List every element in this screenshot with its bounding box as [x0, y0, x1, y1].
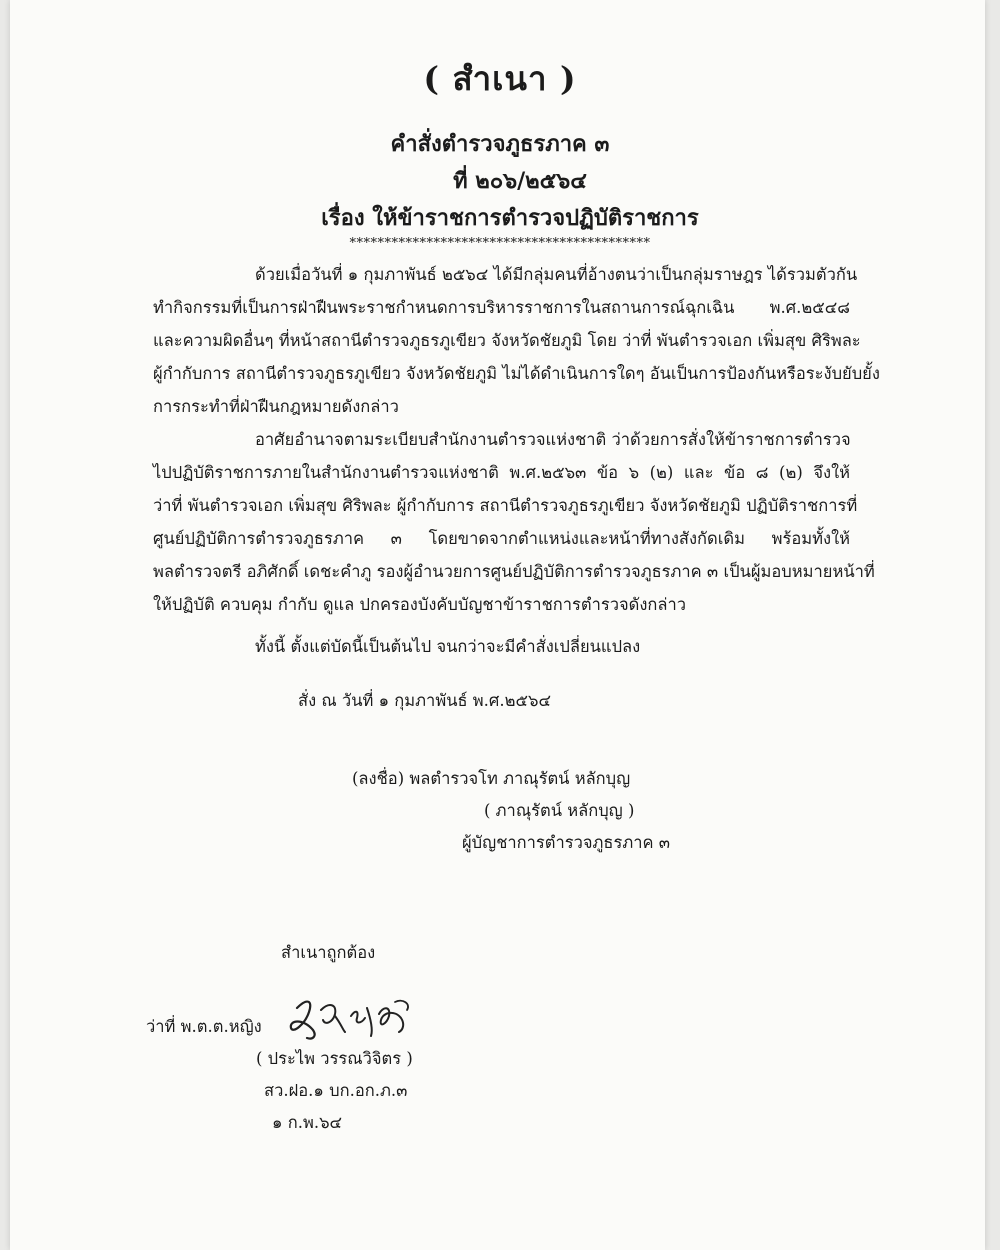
- paragraph2-line: ว่าที่ พันตำรวจเอก เพิ่มสุข ศิริพละ ผู้กำกับการ สถานีตำรวจภูธรภูเขียว จังหวัดชัยภูมิ ปฏิบัติราชการที่: [153, 496, 858, 515]
- paragraph1-line: ทำกิจกรรมที่เป็นการฝ่าฝืนพระราชกำหนดการบริหารราชการในสถานการณ์ฉุกเฉิน พ.ศ.๒๕๔๘: [153, 298, 850, 317]
- handwritten-signature: [283, 990, 423, 1050]
- ordered-date: สั่ง ณ วันที่ ๑ กุมภาพันธ์ พ.ศ.๒๕๖๔: [298, 691, 551, 710]
- copy-label: ( สำเนา ): [423, 59, 577, 98]
- order-subject: เรื่อง ให้ข้าราชการตำรวจปฏิบัติราชการ: [321, 205, 699, 231]
- paragraph1-line: และความผิดอื่นๆ ที่หน้าสถานีตำรวจภูธรภูเขียว จังหวัดชัยภูมิ โดย ว่าที่ พันตำรวจเอก เพิ่มสุข ศิริพละ: [153, 331, 861, 350]
- paragraph1-line: ด้วยเมื่อวันที่ ๑ กุมภาพันธ์ ๒๕๖๔ ได้มีกลุ่มคนที่อ้างตนว่าเป็นกลุ่มราษฎร ได้รวมตัวกัน: [255, 265, 858, 284]
- order-title: คำสั่งตำรวจภูธรภาค ๓: [390, 131, 610, 157]
- separator: *******************************************: [349, 236, 651, 251]
- signer-name: ( ภาณุรัตน์ หลักบุญ ): [484, 801, 635, 820]
- paragraph2-line: พลตำรวจตรี อภิศักดิ์ เดชะคำภู รองผู้อำนวยการศูนย์ปฏิบัติการตำรวจภูธรภาค ๓ เป็นผู้มอบหมายหน้าที่: [153, 562, 875, 581]
- order-number: ที่ ๒๐๖/๒๕๖๔: [453, 168, 587, 194]
- certifier-rank: ว่าที่ พ.ต.ต.หญิง: [146, 1017, 262, 1036]
- signer-position: ผู้บัญชาการตำรวจภูธรภาค ๓: [462, 833, 671, 852]
- paragraph1-line: การกระทำที่ฝ่าฝืนกฎหมายดังกล่าว: [153, 397, 399, 416]
- effective-clause: ทั้งนี้ ตั้งแต่บัดนี้เป็นต้นไป จนกว่าจะมีคำสั่งเปลี่ยนแปลง: [255, 637, 641, 656]
- paragraph1-line: ผู้กำกับการ สถานีตำรวจภูธรภูเขียว จังหวัดชัยภูมิ ไม่ได้ดำเนินการใดๆ อันเป็นการป้องกันหรือระงับยับยั้ง: [153, 364, 880, 383]
- paragraph2-line: ศูนย์ปฏิบัติการตำรวจภูธรภาค ๓ โดยขาดจากตำแหน่งและหน้าที่ทางสังกัดเดิม พร้อมทั้งให้: [153, 529, 850, 548]
- certifier-name: ( ประไพ วรรณวิจิตร ): [256, 1049, 413, 1068]
- certified-date: ๑ ก.พ.๖๔: [272, 1113, 343, 1132]
- certified-copy-label: สำเนาถูกต้อง: [281, 943, 376, 962]
- certifier-position: สว.ฝอ.๑ บก.อก.ภ.๓: [264, 1081, 408, 1100]
- paragraph2-line: ให้ปฏิบัติ ควบคุม กำกับ ดูแล ปกครองบังคับบัญชาข้าราชการตำรวจดังกล่าว: [153, 595, 687, 614]
- paragraph2-line: ไปปฏิบัติราชการภายในสำนักงานตำรวจแห่งชาติ พ.ศ.๒๕๖๓ ข้อ ๖ (๒) และ ข้อ ๘ (๒) จึงให้: [153, 463, 850, 482]
- paragraph2-line: อาศัยอำนาจตามระเบียบสำนักงานตำรวจแห่งชาติ ว่าด้วยการสั่งให้ข้าราชการตำรวจ: [255, 430, 851, 449]
- signed-line: (ลงชื่อ) พลตำรวจโท ภาณุรัตน์ หลักบุญ: [352, 769, 631, 788]
